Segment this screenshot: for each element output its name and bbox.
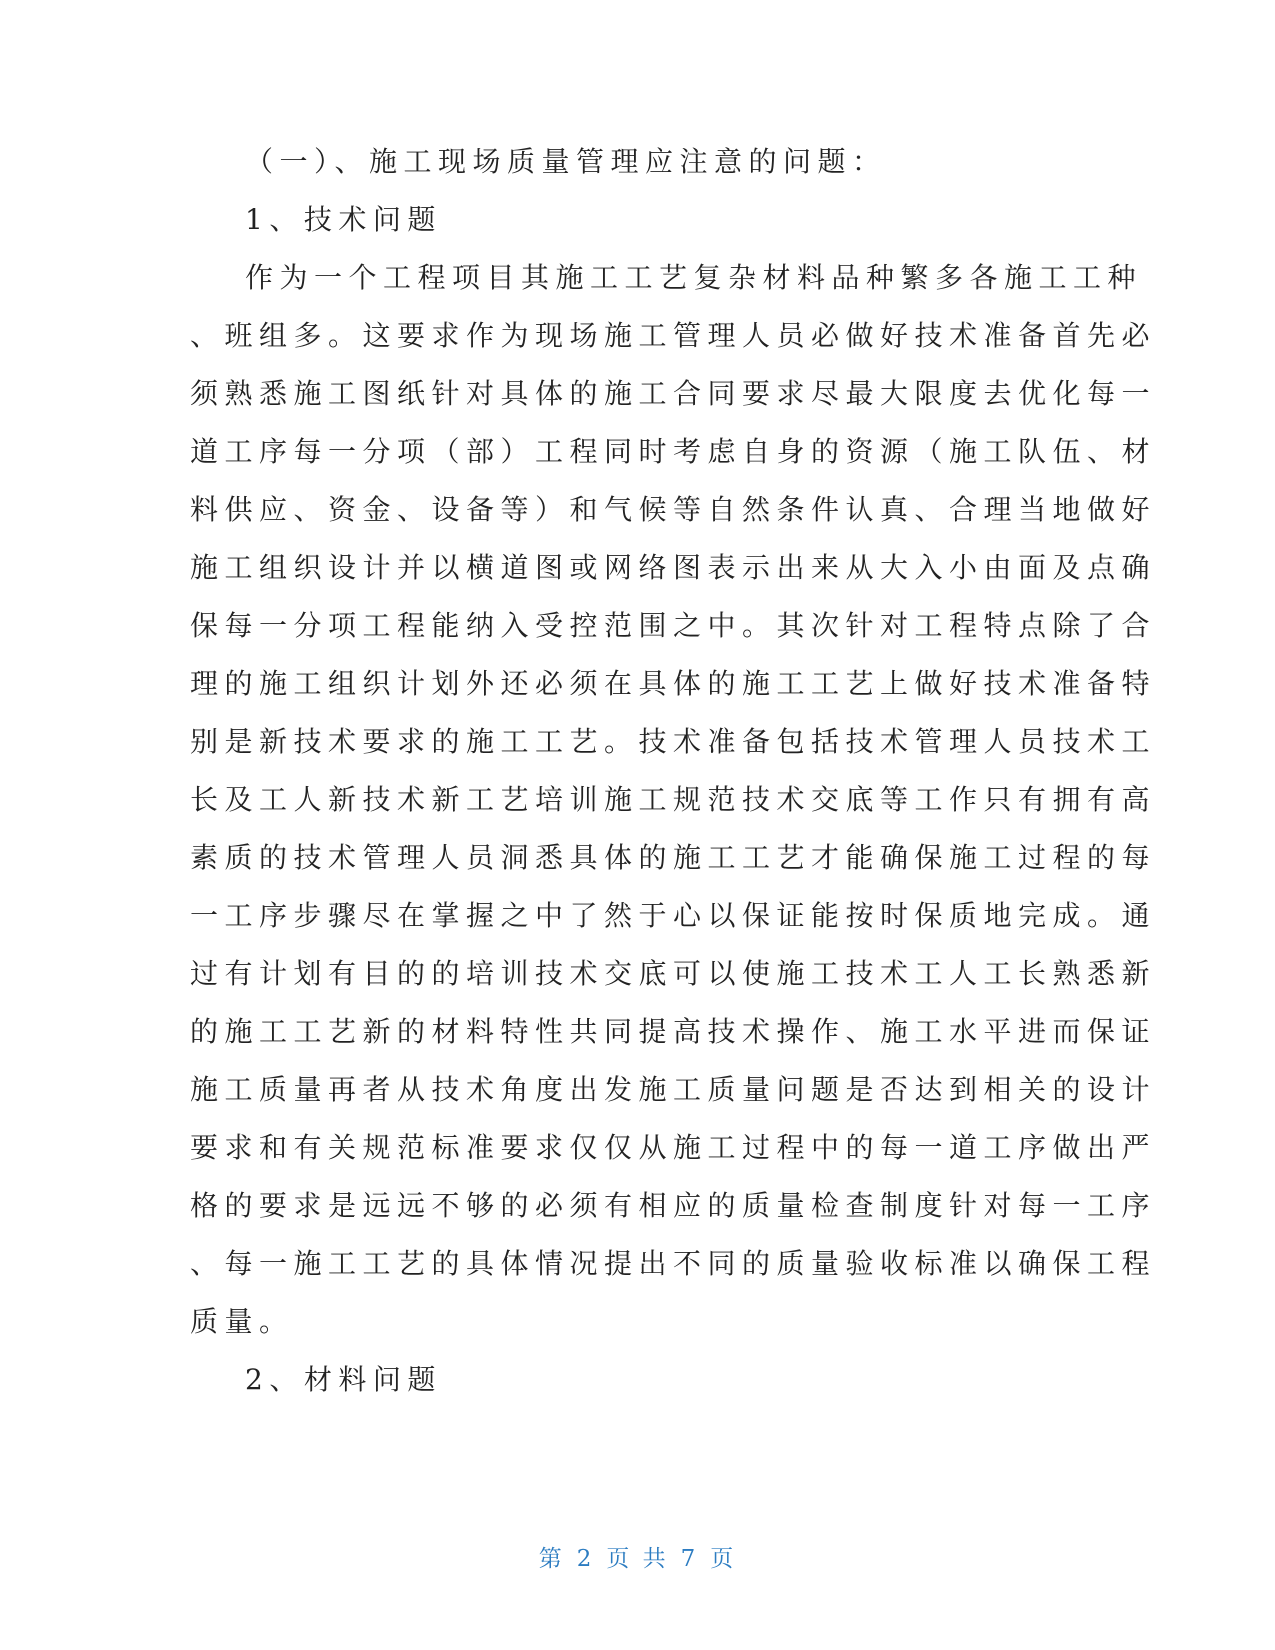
paragraph-line: 长及工人新技术新工艺培训施工规范技术交底等工作只有拥有高 [190,783,1157,816]
section-heading: （一）、施工现场质量管理应注意的问题： [245,145,887,178]
paragraph-line: 施工组织设计并以横道图或网络图表示出来从大入小由面及点确 [190,551,1157,584]
page-footer [0,1540,1275,1573]
paragraph-line: 的施工工艺新的材料特性共同提高技术操作、施工水平进而保证 [190,1015,1157,1048]
footer-total-pages: 7 [680,1546,699,1572]
paragraph-line: 别是新技术要求的施工工艺。技术准备包括技术管理人员技术工 [190,725,1157,758]
paragraph-line: 理的施工组织计划外还必须在具体的施工工艺上做好技术准备特 [190,667,1157,700]
paragraph-line: 要求和有关规范标准要求仅仅从施工过程中的每一道工序做出严 [190,1131,1157,1164]
paragraph-line: 作为一个工程项目其施工工艺复杂材料品种繁多各施工工种 [245,261,1143,294]
paragraph-line: 、每一施工工艺的具体情况提出不同的质量验收标准以确保工程 [190,1247,1157,1280]
paragraph-line: 保每一分项工程能纳入受控范围之中。其次针对工程特点除了合 [190,609,1157,642]
paragraph-line: 须熟悉施工图纸针对具体的施工合同要求尽最大限度去优化每一 [190,377,1157,410]
paragraph-line: 格的要求是远远不够的必须有相应的质量检查制度针对每一工序 [190,1189,1157,1222]
section-2-title: 2、材料问题 [245,1363,442,1396]
paragraph-line: 道工序每一分项（部）工程同时考虑自身的资源（施工队伍、材 [190,435,1157,468]
footer-page-number: 2 [576,1546,595,1572]
paragraph-line: 料供应、资金、设备等）和气候等自然条件认真、合理当地做好 [190,493,1157,526]
paragraph-line: 素质的技术管理人员洞悉具体的施工工艺才能确保施工过程的每 [190,841,1157,874]
paragraph-line: 施工质量再者从技术角度出发施工质量问题是否达到相关的设计 [190,1073,1157,1106]
footer-prefix: 第 [538,1546,565,1572]
section-1-title: 1、技术问题 [245,203,442,236]
paragraph-line: 质量。 [190,1305,294,1338]
footer-middle: 页 共 [606,1546,669,1572]
paragraph-line: 过有计划有目的的培训技术交底可以使施工技术工人工长熟悉新 [190,957,1157,990]
paragraph-line: 、班组多。这要求作为现场施工管理人员必做好技术准备首先必 [190,319,1157,352]
paragraph-line: 一工序步骤尽在掌握之中了然于心以保证能按时保质地完成。通 [190,899,1157,932]
footer-suffix: 页 [710,1546,737,1572]
